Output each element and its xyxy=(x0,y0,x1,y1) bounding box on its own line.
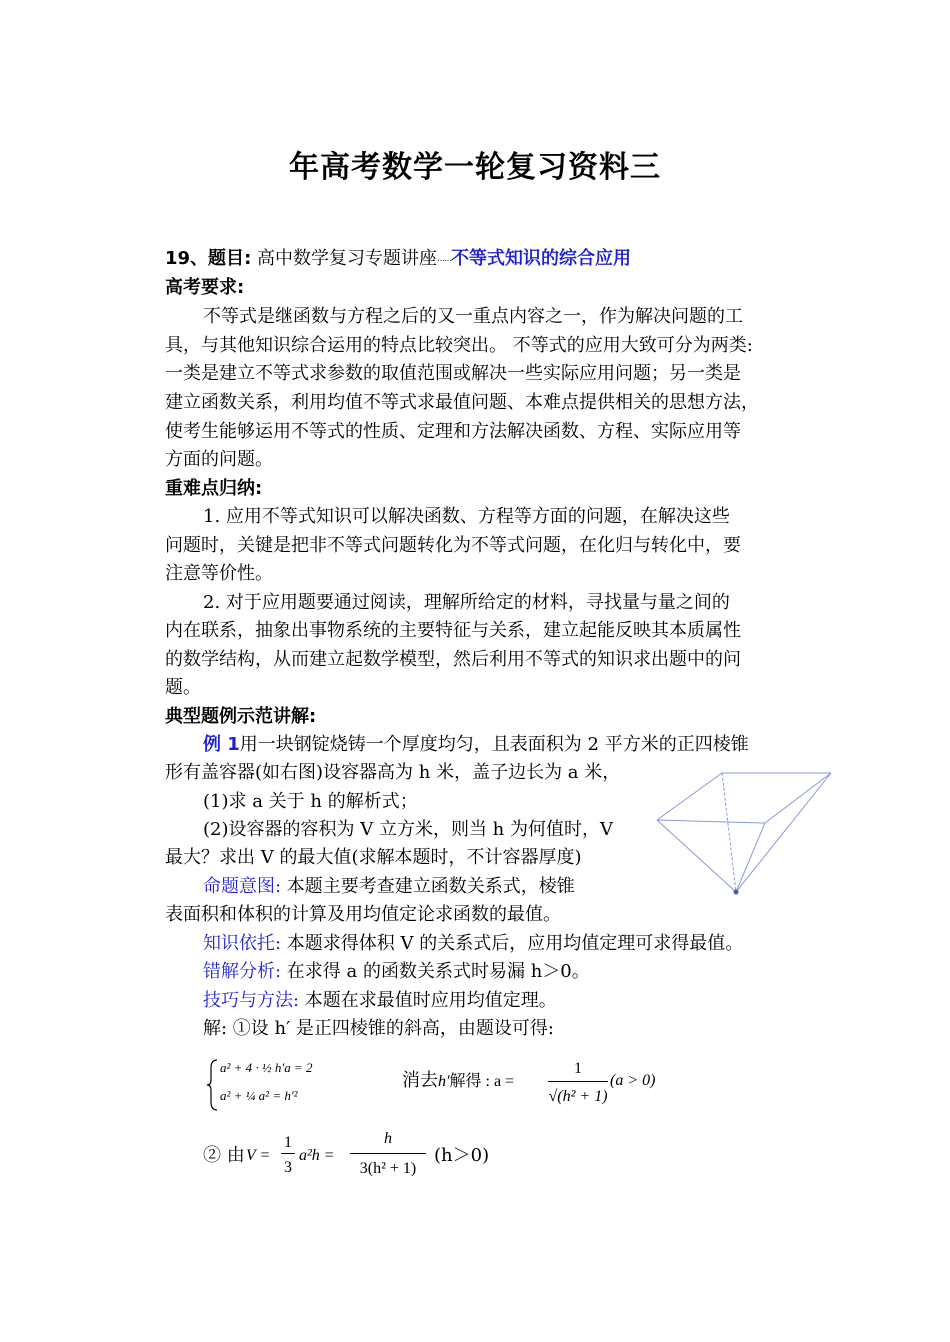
equation2-frac-num: 1 xyxy=(284,1134,292,1151)
requirements-line: 建立函数关系，利用均值不等式求最值问题、本难点提供相关的思想方法， xyxy=(165,392,759,413)
equation-bottom: a² + ¼ a² = h′² xyxy=(220,1088,298,1103)
equation-top: a² + 4 · ½ h′a = 2 xyxy=(220,1060,313,1075)
solve-label: 解得 : a = xyxy=(449,1073,515,1090)
eliminate-var: h′ xyxy=(438,1073,450,1090)
equation2-condition: (h＞0) xyxy=(434,1145,490,1166)
method-label: 技巧与方法: xyxy=(203,990,300,1011)
example1-label: 例 1 xyxy=(203,734,240,755)
example1-line: 最大？求出 V 的最大值(求解本题时，不计容器厚度) xyxy=(165,847,582,868)
equation2-bar xyxy=(350,1153,426,1154)
examples-heading: 典型题例示范讲解: xyxy=(165,706,317,727)
equation2-prefix: ② 由 xyxy=(203,1145,245,1166)
eliminate-label: 消去 xyxy=(402,1070,438,1091)
topic-highlight: 不等式知识的综合应用 xyxy=(451,248,631,269)
equation2-lhs: V = xyxy=(246,1147,271,1164)
solution-line: 解: ①设 h′ 是正四棱锥的斜高，由题设可得: xyxy=(203,1018,554,1039)
requirements-line: 不等式是继函数与方程之后的又一重点内容之一，作为解决问题的工 xyxy=(203,306,743,327)
fraction-bar xyxy=(548,1081,608,1082)
equation2-frac-den: 3 xyxy=(284,1159,292,1176)
keypoint-line: 1. 应用不等式知识可以解决函数、方程等方面的问题，在解决这些 xyxy=(203,506,730,527)
example1-line: (2)设容器的容积为 V 立方米，则当 h 为何值时，V xyxy=(203,819,613,840)
example1-line: 形有盖容器(如右图)设容器高为 h 米，盖子边长为 a 米， xyxy=(165,762,621,783)
requirements-line: 一类是建立不等式求参数的取值范围或解决一些实际应用问题；另一类是 xyxy=(165,363,741,384)
keypoint-line: 的数学结构，从而建立起数学模型，然后利用不等式的知识求出题中的问 xyxy=(165,649,741,670)
topic-colon: : xyxy=(244,248,252,269)
equation2-mid: a²h = xyxy=(299,1147,335,1164)
pyramid-figure xyxy=(655,768,837,900)
keypoints-heading: 重难点归纳: xyxy=(165,478,263,499)
intent-line: 命题意图: 本题主要考查建立函数关系式，棱锥 xyxy=(203,876,575,897)
error-label: 错解分析: xyxy=(203,961,282,982)
example1-line: (1)求 a 关于 h 的解析式； xyxy=(203,791,418,812)
error-line: 错解分析: 在求得 a 的函数关系式时易漏 h＞0。 xyxy=(203,961,590,982)
page-title: 年高考数学一轮复习资料三 xyxy=(289,150,661,185)
figure-hidden-edge xyxy=(722,773,736,892)
keypoint-line: 问题时，关键是把非不等式问题转化为不等式问题，在化归与转化中，要 xyxy=(165,535,741,556)
keypoint-line: 内在联系，抽象出事物系统的主要特征与关系，建立起能反映其本质属性 xyxy=(165,620,741,641)
equation2-num: h xyxy=(384,1130,392,1147)
figure-edge xyxy=(765,773,831,823)
keypoint-line: 注意等价性。 xyxy=(165,563,273,584)
figure-edge xyxy=(736,773,831,892)
intent-label: 命题意图: xyxy=(203,876,282,897)
keypoint-line: 题。 xyxy=(165,677,201,698)
figure-apex xyxy=(734,890,739,895)
topic-line xyxy=(165,246,631,272)
figure-edge xyxy=(657,773,722,820)
keypoint-line: 2. 对于应用题要通过阅读，理解所给定的材料，寻找量与量之间的 xyxy=(203,592,730,613)
equation2-den: 3(h² + 1) xyxy=(359,1160,417,1177)
topic-text: 高中数学复习专题讲座 xyxy=(257,248,437,269)
requirements-line: 具，与其他知识综合运用的特点比较突出。 不等式的应用大致可分为两类: xyxy=(165,335,753,356)
equation-condition: (a > 0) xyxy=(610,1072,656,1089)
topic-number: 19、题目 xyxy=(165,248,245,269)
requirements-line: 使考生能够运用不等式的性质、定理和方法解决函数、方程、实际应用等 xyxy=(165,421,741,442)
equation-result xyxy=(402,1068,514,1095)
basis-label: 知识依托: xyxy=(203,933,282,954)
requirements-heading: 高考要求: xyxy=(165,277,245,298)
example1-line: 例 1用一块钢锭烧铸一个厚度均匀，且表面积为 2 平方米的正四棱锥 xyxy=(203,734,749,755)
figure-edge xyxy=(657,820,765,823)
fraction-numerator: 1 xyxy=(574,1060,582,1077)
topic-dots: …… xyxy=(437,254,451,263)
system-brace xyxy=(205,1058,219,1112)
figure-edge xyxy=(736,823,765,892)
equation2-frac-bar xyxy=(281,1153,295,1154)
fraction-denominator: √(h² + 1) xyxy=(548,1088,608,1105)
intent-line: 表面积和体积的计算及用均值定论求函数的最值。 xyxy=(165,904,561,925)
basis-line: 知识依托: 本题求得体积 V 的关系式后，应用均值定理可求得最值。 xyxy=(203,933,744,954)
figure-edge xyxy=(657,820,736,892)
requirements-line: 方面的问题。 xyxy=(165,449,273,470)
method-line: 技巧与方法: 本题在求最值时应用均值定理。 xyxy=(203,990,557,1011)
